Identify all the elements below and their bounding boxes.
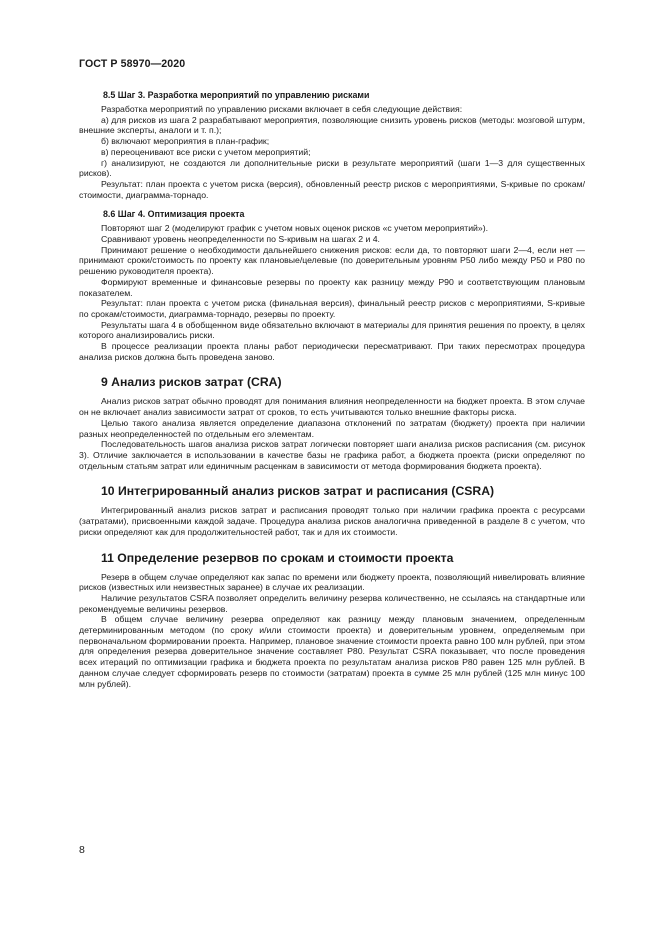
- page-number: 8: [79, 844, 85, 856]
- paragraph: В общем случае величину резерва определяют как разницу между плановым значением, определенным детерминированным методом (по сроку и/или стоимости проекта) и доверительным уровнем, определяемым при первоначальном формировании проекта. Например, плановое значение стоимости проекта равно 100 млн рублей, при этом для определения резерва доверительное значение составляет P80. Результат CSRA показывает, что после проведения всех итераций по оптимизации графика и бюджета проекта по результатам анализа рисков P80 равен 125 млн рублей. В данном случае следует сформировать резерв по стоимости (затратам) проекта в сумме 25 млн рублей (125 млн минус 100 млн рублей).: [79, 614, 585, 689]
- list-item: б) включают мероприятия в план-график;: [101, 136, 270, 147]
- document-header: ГОСТ Р 58970—2020: [79, 58, 186, 70]
- list-item: а) для рисков из шага 2 разрабатывают мероприятия, позволяющие снизить уровень рисков (методы: мозговой штурм, внешние эксперты, аналоги и т. п.);: [79, 114, 585, 136]
- paragraph: Принимают решение о необходимости дальнейшего снижения рисков: если да, то повторяют шаги 2—4, если нет — принимают сроки/стоимость по проекту как плановые/целевые (по доверительным уровням P50 либо между P50 и P80 по решению руководителя проекта).: [79, 244, 585, 277]
- paragraph: Последовательность шагов анализа рисков затрат логически повторяет шаги анализа рисков расписания (см. рисунок 3). Отличие заключается в использовании в качестве базы не графика работ, а бюджета проекта (риски определяют по отдельным статьям затрат или единичным расценкам в зависимости от метода формирования бюджета проекта).: [79, 439, 585, 471]
- list-item: г) анализируют, не создаются ли дополнительные риски в результате мероприятий (шаги 1—3 для существенных рисков).: [79, 157, 585, 179]
- section-title-10: 10 Интегрированный анализ рисков затрат и расписания (CSRA): [101, 484, 495, 499]
- page-content: [79, 90, 585, 689]
- paragraph: Результат: план проекта с учетом риска (версия), обновленный реестр рисков с мероприятиями, S-кривые по срокам/стоимости, диаграмма-торнадо.: [79, 178, 585, 200]
- paragraph: Результаты шага 4 в обобщенном виде обязательно включают в материалы для принятия решения по проекту, в целях которого анализировались риски.: [79, 319, 585, 341]
- paragraph: Сравнивают уровень неопределенности по S-кривым на шагах 2 и 4.: [101, 234, 380, 245]
- paragraph: Анализ рисков затрат обычно проводят для понимания влияния неопределенности на бюджет проекта. В этом случае он не включает анализ зависимости затрат от сроков, то есть учитываются только внешние факторы риска.: [79, 396, 585, 418]
- paragraph: Повторяют шаг 2 (моделируют график с учетом новых оценок рисков «с учетом мероприятий»).: [101, 223, 489, 234]
- section-title-9: 9 Анализ рисков затрат (CRA): [101, 375, 282, 390]
- paragraph: Интегрированный анализ рисков затрат и расписания проводят только при наличии графика проекта с ресурсами (затратами), присвоенными каждой задаче. Процедура анализа рисков аналогична приведенной в разделе 8 с учетом, что риски определяют как для продолжительностей работ, так и для их стоимости.: [79, 505, 585, 537]
- subsection-title-8-6: 8.6 Шаг 4. Оптимизация проекта: [103, 209, 245, 220]
- paragraph: Формируют временные и финансовые резервы по проекту как разницу между P90 и соответствующим плановым показателем.: [79, 276, 585, 298]
- paragraph: Целью такого анализа является определение диапазона отклонений по затратам (бюджету) проекта при наличии разных неопределенностей по отдельным его элементам.: [79, 417, 585, 439]
- paragraph: Наличие результатов CSRA позволяет определить величину резерва количественно, не ссылаясь на стандартные или рекомендуемые величины резервов.: [79, 592, 585, 614]
- section-title-11: 11 Определение резервов по срокам и стоимости проекта: [101, 550, 454, 565]
- subsection-title-8-5: 8.5 Шаг 3. Разработка мероприятий по управлению рисками: [103, 90, 370, 100]
- list-item: в) переоценивают все риски с учетом мероприятий;: [101, 146, 311, 157]
- paragraph: Результат: план проекта с учетом риска (финальная версия), финальный реестр рисков с мероприятиями, S-кривые по срокам/стоимости, диаграмма-торнадо, резервы по проекту.: [79, 298, 585, 319]
- paragraph: Разработка мероприятий по управлению рисками включает в себя следующие действия:: [101, 104, 463, 114]
- paragraph: В процессе реализации проекта планы работ периодически пересматривают. При таких пересмотрах процедура анализа рисков должна быть проведена заново.: [79, 341, 585, 362]
- paragraph: Резерв в общем случае определяют как запас по времени или бюджету проекта, позволяющий нивелировать влияние рисков (известных или неизвестных заранее) в случае их реализации.: [79, 571, 585, 593]
